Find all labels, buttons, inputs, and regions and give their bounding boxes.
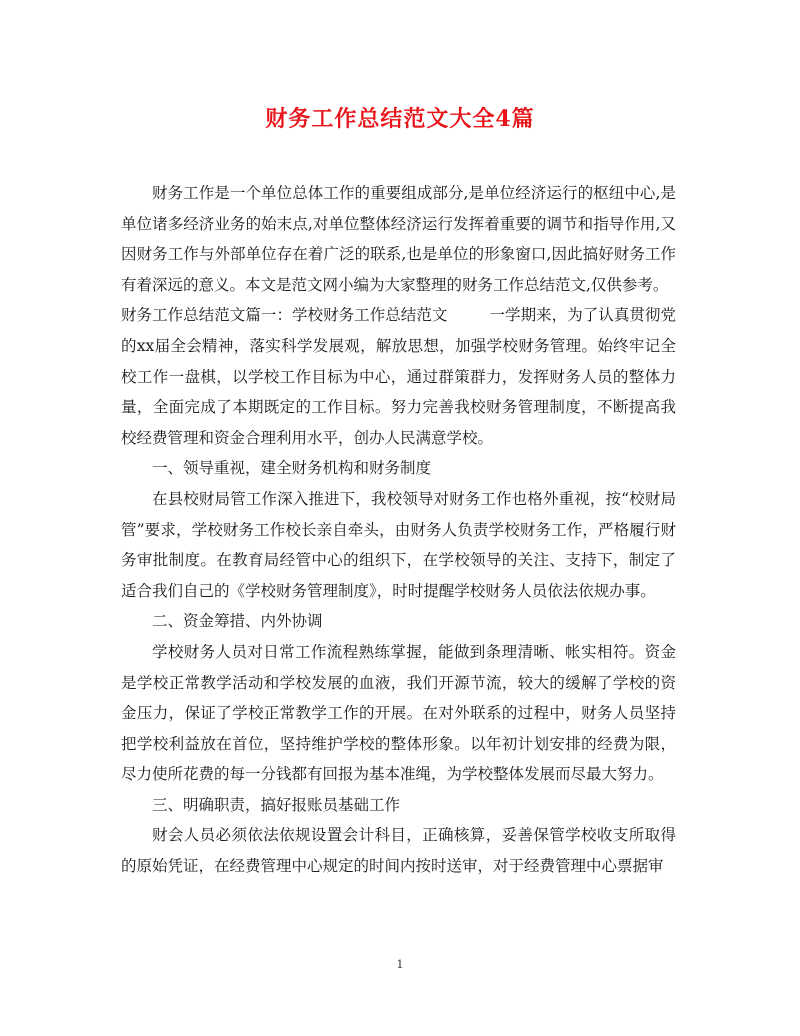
article-heading: 财务工作总结范文篇一：学校财务工作总结范文 — [121, 306, 448, 325]
section-body-3: 财会人员必须依法依规设置会计科目，正确核算，妥善保管学校收支所取得的原始凭证，在经费管理中心规定的时间内按时送审，对于经费管理中心票据审 — [121, 826, 676, 876]
article-opening-paragraph — [121, 300, 676, 453]
article-lead-text: 一学期来，为了认真贯彻党的xx届全会精神，落实科学发展观，解放思想，加强学校财务管理。始终牢记全校工作一盘棋，以学校工作目标为中心，通过群策群力，发挥财务人员的整体力量，全面完成了本期既定的工作目标。努力完善我校财务管理制度，不断提高我校经费管理和资金合理利用水平，创办人民满意学校。 — [121, 306, 676, 447]
section-heading-2: 二、资金筹措、内外协调 — [152, 612, 323, 631]
section-body-2: 学校财务人员对日常工作流程熟练掌握，能做到条理清晰、帐实相符。资金是学校正常教学活动和学校发展的血液，我们开源节流，较大的缓解了学校的资金压力，保证了学校正常教学工作的开展。在对外联系的过程中，财务人员坚持把学校利益放在首位，坚持维护学校的整体形象。以年初计划安排的经费为限，尽力使所花费的每一分钱都有回报为基本准绳，为学校整体发展而尽最大努力。 — [121, 642, 676, 784]
section-body-1: 在县校财局管工作深入推进下，我校领导对财务工作也格外重视，按“校财局管”要求，学校财务工作校长亲自牵头，由财务人负责学校财务工作，严格履行财务审批制度。在教育局经管中心的组织下，在学校领导的关注、支持下，制定了适合我们自己的《学校财务管理制度》，时时提醒学校财务人员依法依规办事。 — [121, 489, 676, 600]
intro-paragraph: 财务工作是一个单位总体工作的重要组成部分,是单位经济运行的枢纽中心,是单位诸多经济业务的始末点,对单位整体经济运行发挥着重要的调节和指导作用,又因财务工作与外部单位存在着广泛的联系,也是单位的形象窗口,因此搞好财务工作有着深远的意义。本文是范文网小编为大家整理的财务工作总结范文,仅供参考。 — [121, 184, 676, 294]
section-heading-1: 一、领导重视，建全财务机构和财务制度 — [152, 459, 432, 478]
visible-page-content — [121, 178, 676, 925]
page-number: 1 — [396, 958, 404, 971]
document-body — [121, 178, 676, 925]
section-heading-3: 三、明确职责，搞好报账员基础工作 — [152, 795, 401, 814]
document-title: 财务工作总结范文大全4篇 — [265, 106, 535, 132]
